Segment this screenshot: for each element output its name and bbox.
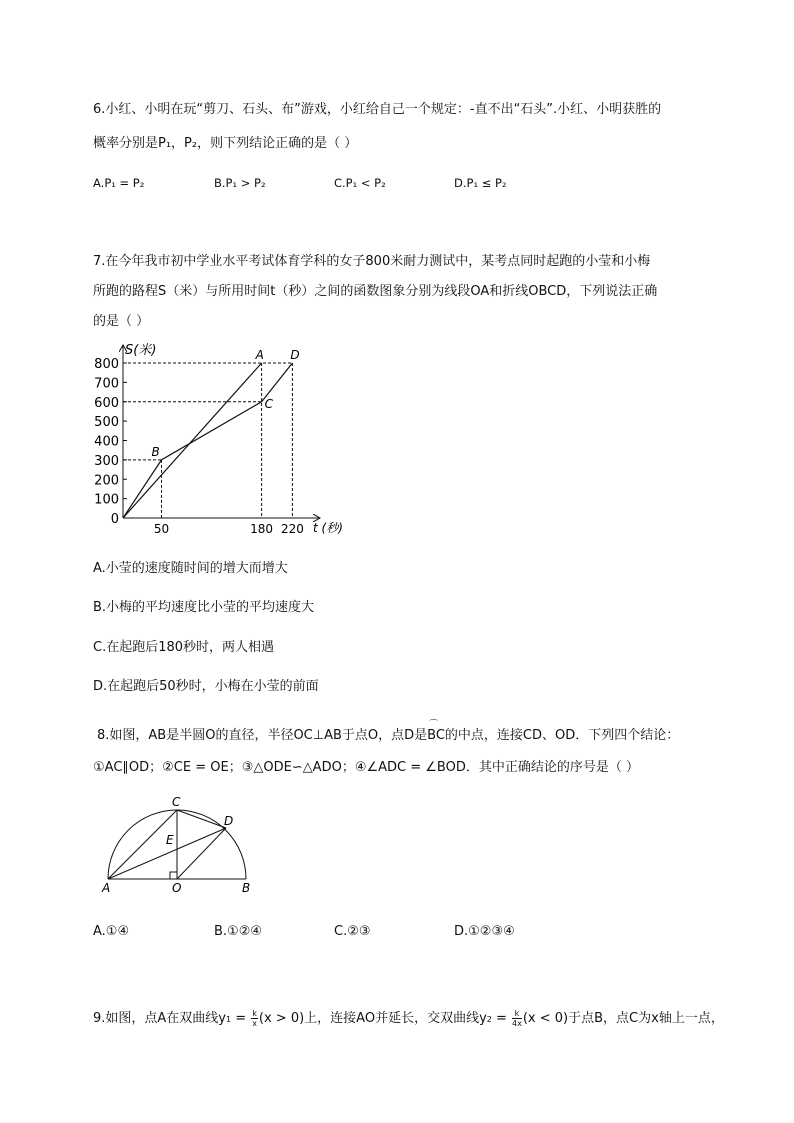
q9-line1: 9.如图，点A在双曲线y1 = $\frac{k}{x}$ (x > 0)上，连接AO并延长，交双曲线y2 = $\frac{k}{4x}$ (x < 0)于点B，点C为x轴上一点， bbox=[93, 1009, 724, 1028]
q8-line1-b: 的中点，连接CD、OD．下列四个结论： bbox=[444, 728, 680, 743]
series-obcd bbox=[123, 363, 292, 518]
fig-label-c: C bbox=[172, 795, 181, 809]
x-tick-label: 180 bbox=[250, 522, 274, 536]
y-tick-label: 0 bbox=[110, 512, 119, 527]
chart-guide-lines bbox=[123, 363, 292, 518]
y-tick-label: 100 bbox=[94, 492, 119, 508]
q8-line1-a: 8.如图，AB是半圆O的直径，半径OC⊥AB于点O，点D是 bbox=[97, 728, 428, 743]
y-tick-label: 700 bbox=[94, 376, 119, 392]
q7-option-a: A.小莹的速度随时间的增大而增大 bbox=[93, 561, 288, 576]
q6-option-a: A.P₁ = P₂ bbox=[93, 176, 145, 190]
y-tick-label: 200 bbox=[94, 473, 119, 489]
x-tick-label: 220 bbox=[280, 522, 304, 536]
fig-label-o: O bbox=[172, 881, 182, 895]
y-tick-label: 500 bbox=[94, 415, 119, 431]
series-oa bbox=[123, 363, 262, 518]
q8-figure bbox=[96, 792, 266, 897]
point-label-a: A bbox=[255, 348, 264, 362]
point-label-d: D bbox=[290, 348, 300, 362]
fig-label-b: B bbox=[242, 881, 251, 895]
q7-line3: 的是（ ） bbox=[93, 314, 150, 329]
q7-option-d: D.在起跑后50秒时，小梅在小莹的前面 bbox=[93, 679, 319, 694]
y-tick-label: 400 bbox=[94, 434, 119, 450]
q6-option-d: D.P₁ ≤ P₂ bbox=[454, 176, 507, 190]
chart-tick-labels bbox=[94, 357, 304, 536]
q7-line2: 所跑的路程S（米）与所用时间t（秒）之间的函数图象分别为线段OA和折线OBCD，下列说法正确 bbox=[93, 284, 658, 299]
q7-option-c: C.在起跑后180秒时，两人相遇 bbox=[93, 640, 275, 655]
point-label-b: B bbox=[151, 444, 160, 459]
arc-mark-icon: ⌒ bbox=[429, 720, 439, 730]
fig-label-a: A bbox=[102, 881, 111, 895]
y-tick-label: 800 bbox=[94, 357, 119, 372]
fig-label-e: E bbox=[166, 833, 174, 847]
q8-option-b: B.①②④ bbox=[214, 924, 263, 939]
q8-option-c: C.②③ bbox=[334, 924, 371, 939]
y-tick-label: 300 bbox=[94, 453, 119, 469]
chart-y-axis-label: S(米) bbox=[125, 343, 157, 358]
q8-line2: ①AC∥OD；②CE = OE；③△ODE∽△ADO；④∠ADC = ∠BOD．其中正确结论的序号是（ ） bbox=[93, 760, 639, 775]
q8-line1 bbox=[97, 720, 680, 743]
x-tick-label: 50 bbox=[153, 522, 170, 536]
q7-chart bbox=[85, 338, 360, 543]
q6-line2: 概率分别是P₁，P₂，则下列结论正确的是（ ） bbox=[93, 136, 358, 151]
q8-arc-bc: ⌒ BC bbox=[427, 720, 445, 743]
chart-series bbox=[123, 363, 292, 518]
q6-option-b: B.P₁ > P₂ bbox=[214, 176, 266, 190]
q9-fraction-2: $\frac{k}{4x}$ bbox=[512, 1009, 522, 1028]
chart-x-axis-label: t (秒) bbox=[313, 521, 343, 535]
q8-option-a: A.①④ bbox=[93, 924, 130, 939]
q6-line1: 6.小红、小明在玩“剪刀、石头、布”游戏，小红给自己一个规定：-直不出“石头”.小红、小明获胜的 bbox=[93, 102, 662, 117]
fig-label-d: D bbox=[224, 814, 234, 828]
q9-fraction-1: $\frac{k}{x}$ bbox=[252, 1009, 257, 1028]
q7-option-b: B.小梅的平均速度比小莹的平均速度大 bbox=[93, 600, 315, 615]
q6-option-c: C.P₁ < P₂ bbox=[334, 176, 386, 190]
chart-axes bbox=[123, 346, 319, 518]
point-label-c: C bbox=[264, 396, 273, 411]
y-tick-label: 600 bbox=[94, 395, 119, 411]
q7-line1: 7.在今年我市初中学业水平考试体育学科的女子800米耐力测试中，某考点同时起跑的小莹和小梅 bbox=[93, 254, 651, 269]
q8-option-d: D.①②③④ bbox=[454, 924, 515, 939]
